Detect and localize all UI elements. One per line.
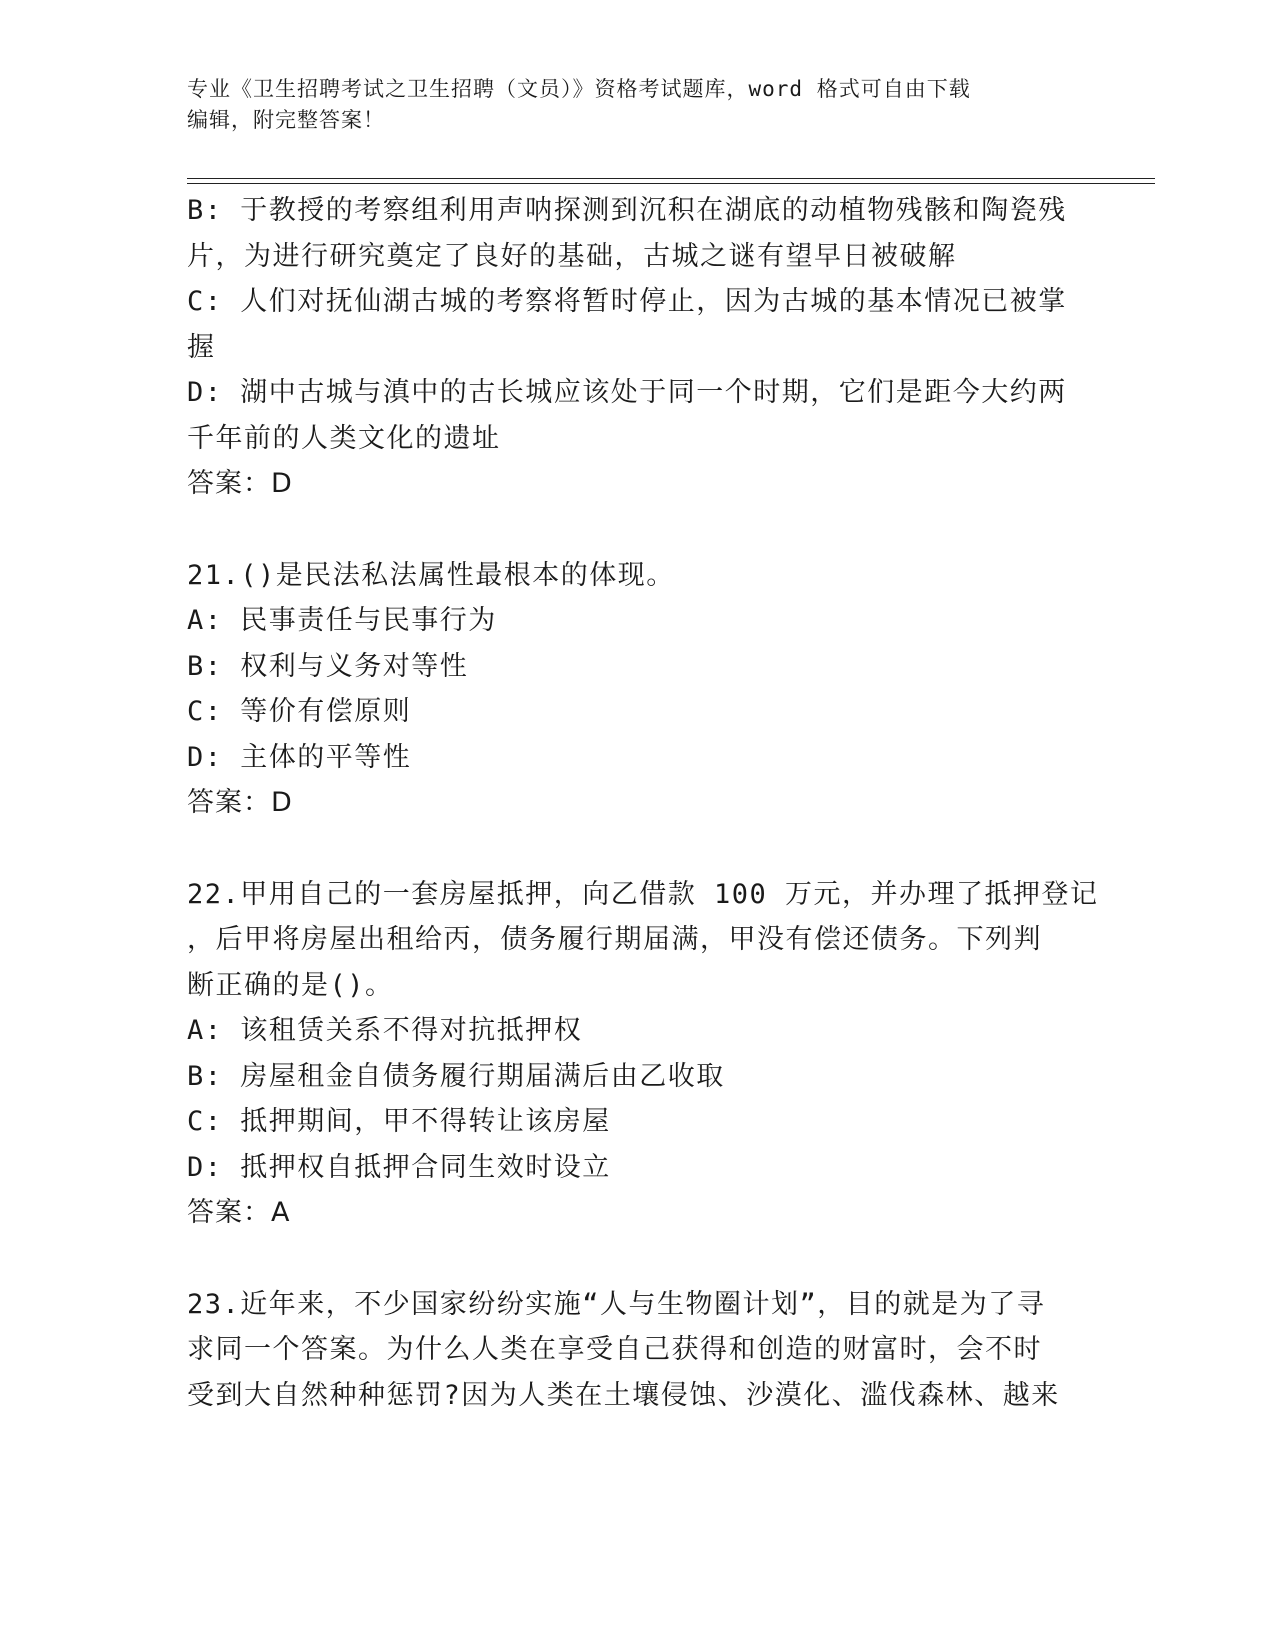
question-22-stem-line-1: 22.甲用自己的一套房屋抵押，向乙借款 100 万元，并办理了抵押登记 [187,878,1099,910]
header-line-2: 编辑，附完整答案！ [187,108,385,132]
question-22-stem-line-2: ，后甲将房屋出租给丙，债务履行期届满，甲没有偿还债务。下列判 [187,924,1042,955]
question-22-stem-line-3: 断正确的是()。 [187,969,394,1001]
option-d: D: 抵押权自抵押合同生效时设立 [187,1151,611,1183]
question-23-stem-line-2: 求同一个答案。为什么人类在享受自己获得和创造的财富时，会不时 [187,1334,1042,1365]
answer-21: 答案：D [187,787,293,818]
option-d: D: 主体的平等性 [187,741,412,773]
option-c-line-2: 握 [187,331,216,363]
option-b-line-1: B: 于教授的考察组利用声呐探测到沉积在湖底的动植物残骸和陶瓷残 [187,195,1067,226]
spacer [187,1236,1087,1282]
question-20-continued [187,188,1087,507]
question-22 [187,872,1099,1236]
option-c: C: 抵押期间，甲不得转让该房屋 [187,1106,611,1137]
answer-22: 答案：A [187,1197,291,1228]
question-23-stem-line-1: 23.近年来，不少国家纷纷实施“人与生物圈计划”，目的就是为了寻 [187,1288,1046,1320]
option-d-line-1: D: 湖中古城与滇中的古长城应该处于同一个时期，它们是距今大约两 [187,377,1067,408]
question-21 [187,553,1087,826]
spacer [187,826,1087,872]
question-23-stem-line-3: 受到大自然种种惩罚?因为人类在土壤侵蚀、沙漠化、滥伐森林、越来 [187,1379,1060,1411]
option-c: C: 等价有偿原则 [187,696,412,727]
answer-20: 答案：D [187,468,293,499]
document-body [187,188,1099,1418]
option-b: B: 房屋租金自债务履行期届满后由乙收取 [187,1060,725,1092]
spacer [187,507,1087,553]
option-d-line-2: 千年前的人类文化的遗址 [187,422,501,454]
header-rule-top [187,178,1155,179]
document-header [187,74,1067,136]
question-23 [187,1282,1087,1419]
option-a: A: 该租赁关系不得对抗抵押权 [187,1015,583,1046]
question-21-stem: 21.()是民法私法属性最根本的体现。 [187,559,675,591]
option-c-line-1: C: 人们对抚仙湖古城的考察将暂时停止，因为古城的基本情况已被掌 [187,286,1067,317]
option-a: A: 民事责任与民事行为 [187,605,497,636]
header-rule-bottom [187,183,1155,184]
option-b-line-2: 片，为进行研究奠定了良好的基础，古城之谜有望早日被破解 [187,240,957,272]
option-b: B: 权利与义务对等性 [187,650,469,682]
header-line-1: 专业《卫生招聘考试之卫生招聘（文员）》资格考试题库，word 格式可自由下载 [187,77,971,101]
